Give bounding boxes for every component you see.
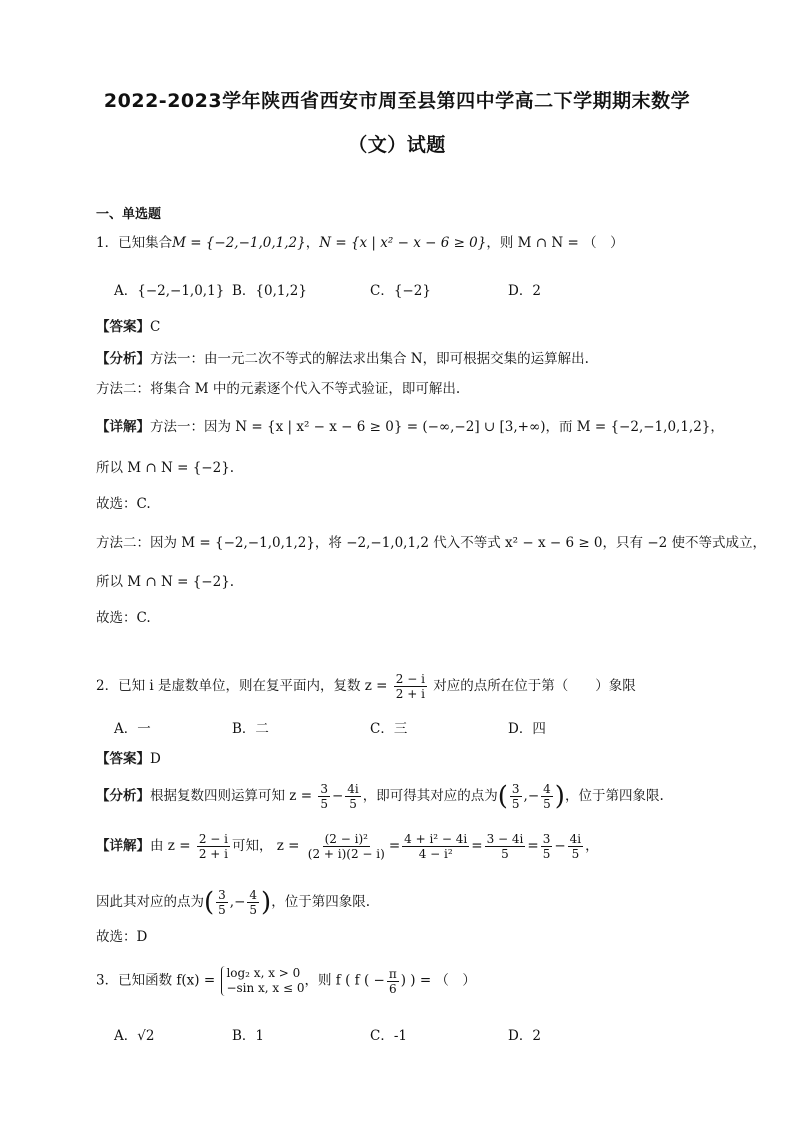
frac-den: 6 (388, 981, 397, 996)
frac-num: 2 − i (198, 832, 228, 846)
q2-analysis: 【分析】根据复数四则运算可知 z = $\frac{3}{5}$ − $\frac{4i}{5}$ ，即可得其对应的点为( $\frac{3}{5}$ ,− $\frac{4}{5}$ )，位于第四象限. (96, 781, 664, 812)
q1-ask: ，则 M ∩ N = （ ） (486, 235, 624, 251)
frac-den: 5 (218, 903, 226, 917)
q2-line2-x (216, 888, 228, 917)
q2-suffix: 对应的点所在位于第（ ）象限 (433, 678, 636, 694)
frac-den: 2 + i (198, 847, 228, 861)
frac-num: 3 (542, 832, 551, 846)
q1-detail-1 (96, 417, 724, 437)
frac-den: 5 (511, 797, 520, 811)
frac-num: 3 (218, 888, 226, 902)
frac-num: 4i (347, 782, 359, 796)
q1-detail-6: 故选：C. (96, 610, 151, 626)
frac-den: 5 (249, 903, 258, 917)
section-heading: 一、单选题 (96, 207, 162, 222)
q2-line2-pre: 因此其对应的点为 (96, 894, 204, 910)
q2-line2-post: ，位于第四象限. (271, 894, 370, 910)
q3-end: ) ) = （ ） (400, 972, 476, 989)
q2-option-c: C．三 (370, 721, 408, 737)
frac-num: 3 (320, 782, 328, 796)
frac-num: 4 (543, 782, 551, 796)
q3-option-c: C．-1 (370, 1028, 407, 1044)
q2-detail-end: ， (585, 838, 599, 854)
q3-option-b: B．1 (232, 1028, 265, 1044)
frac-den: 4 − i² (418, 847, 453, 861)
q1-answer-value: C (150, 319, 161, 335)
q2-detail: 【详解】由 z = $\frac{2 - i}{2 + i}$ 可知， z = $\frac{\text{(2 − i)²}}{(2 + i)(2 - i)}$ = $\frac{\text{4 + i² − 4i}}{\text{4 − i²}}$ = $\frac{3 - 4i}{5}$ = $\frac{3}{5}$ − $\frac{4i}{5}$ ， (96, 832, 599, 861)
question-1-stem: 1．已知集合M = {−2,−1,0,1,2}，N = {x | x² − x − 6 ≥ 0}，则 M ∩ N = （ ） (96, 235, 624, 251)
q3-case1: log₂ x, x > 0 (226, 966, 301, 980)
q3-frac (387, 967, 399, 996)
frac-num: (2 − i)² (324, 832, 368, 846)
q2-detail-frac0 (197, 832, 230, 861)
q2-prefix: 2．已知 i 是虚数单位，则在复平面内，复数 z = (96, 678, 388, 694)
q1-set-m: M = {−2,−1,0,1,2} (172, 235, 306, 251)
q2-detail-frac4 (541, 832, 553, 861)
q2-detail-pre: 由 z = (150, 838, 191, 854)
q3-case2: −sin x, x ≤ 0 (226, 981, 305, 995)
q1-option-b: B．{0,1,2} (232, 283, 307, 299)
frac-num: 4 (249, 888, 258, 902)
q2-frac-num: 2 − i (395, 672, 425, 686)
q2-option-b: B．二 (232, 721, 269, 737)
q2-detail-mid: 可知， z = (231, 838, 300, 854)
q2-analysis-tag: 【分析】 (96, 788, 150, 804)
q3-prefix: 3．已知函数 f(x) = (96, 972, 216, 989)
q1-answer (96, 317, 160, 337)
q2-point-y (541, 782, 553, 811)
q2-fraction (394, 672, 427, 701)
frac-den: (2 + i)(2 − i) (307, 847, 385, 861)
q2-analysis-frac-a (318, 782, 330, 811)
q2-analysis-post: ，位于第四象限. (564, 788, 664, 804)
frac-den: 5 (349, 797, 357, 811)
q2-option-d: D．四 (508, 721, 546, 737)
frac-den: 5 (542, 847, 551, 861)
q3-piecewise (221, 966, 304, 996)
q2-answer (96, 749, 161, 769)
q1-prefix: 1．已知集合 (96, 235, 173, 251)
q2-detail-frac3 (485, 832, 526, 861)
q1-detail-text-1: 方法一：因为 N = {x | x² − x − 6 ≥ 0} = (−∞,−2] ∪ [3,+∞)，而 M = {−2,−1,0,1,2}， (150, 419, 724, 435)
q1-analysis-1 (96, 349, 589, 369)
q3-option-d: D．2 (508, 1028, 541, 1044)
q1-detail-3: 故选：C. (96, 496, 151, 512)
q2-choose: 故选：D (96, 929, 148, 945)
document-title-line1: 2022-2023学年陕西省西安市周至县第四中学高二下学期期末数学 (103, 90, 691, 112)
question-3-stem (96, 966, 476, 996)
q1-detail-4: 方法二：因为 M = {−2,−1,0,1,2}，将 −2,−1,0,1,2 代入不等式 x² − x − 6 ≥ 0，只有 −2 使不等式成立， (96, 535, 767, 551)
question-2-stem (96, 672, 636, 701)
q2-detail-line2: 因此其对应的点为( $\frac{3}{5}$ ,− $\frac{4}{5}$ )，位于第四象限. (96, 887, 370, 918)
q2-detail-frac5 (568, 832, 583, 861)
q2-analysis-pre: 根据复数四则运算可知 z = (150, 788, 313, 804)
frac-num: π (388, 966, 397, 981)
frac-num: 3 (511, 782, 520, 796)
q2-frac-den: 2 + i (395, 687, 425, 701)
frac-num: 4 + i² − 4i (404, 832, 468, 846)
q1-detail-tag: 【详解】 (96, 419, 150, 435)
document-title-line2: （文）试题 (348, 134, 446, 156)
q1-option-c: C．{−2} (370, 283, 431, 299)
frac-den: 5 (320, 797, 328, 811)
q3-option-a: A．√2 (114, 1028, 155, 1044)
q2-answer-value: D (150, 751, 161, 767)
frac-num: 4i (569, 832, 582, 846)
q1-detail-5: 所以 M ∩ N = {−2}. (96, 574, 235, 590)
q2-point-x (510, 782, 522, 811)
frac-num: 3 − 4i (486, 832, 524, 846)
q1-option-a: A．{−2,−1,0,1} (114, 283, 225, 299)
q2-detail-frac2 (402, 832, 469, 861)
q1-option-d: D．2 (508, 283, 541, 299)
q2-detail-tag: 【详解】 (96, 838, 150, 854)
q1-detail-2: 所以 M ∩ N = {−2}. (96, 460, 235, 476)
q2-answer-tag: 【答案】 (96, 751, 150, 767)
q2-line2-y (247, 888, 259, 917)
frac-den: 5 (571, 847, 580, 861)
q2-analysis-frac-b (345, 782, 360, 811)
q1-analysis-tag: 【分析】 (96, 351, 150, 367)
frac-den: 5 (543, 797, 551, 811)
q2-analysis-mid: ，即可得其对应的点为 (362, 788, 498, 804)
q1-analysis-text-1: 方法一：由一元二次不等式的解法求出集合 N，即可根据交集的运算解出. (150, 351, 589, 367)
q2-detail-frac1 (306, 832, 387, 861)
frac-den: 5 (501, 847, 509, 861)
q1-analysis-2: 方法二：将集合 M 中的元素逐个代入不等式验证，即可解出. (96, 381, 461, 397)
q1-set-n: N = {x | x² − x − 6 ≥ 0} (319, 235, 487, 251)
q1-answer-tag: 【答案】 (96, 319, 150, 335)
q3-suffix: ，则 f ( f ( − (304, 972, 385, 989)
q2-option-a: A．一 (114, 721, 151, 737)
